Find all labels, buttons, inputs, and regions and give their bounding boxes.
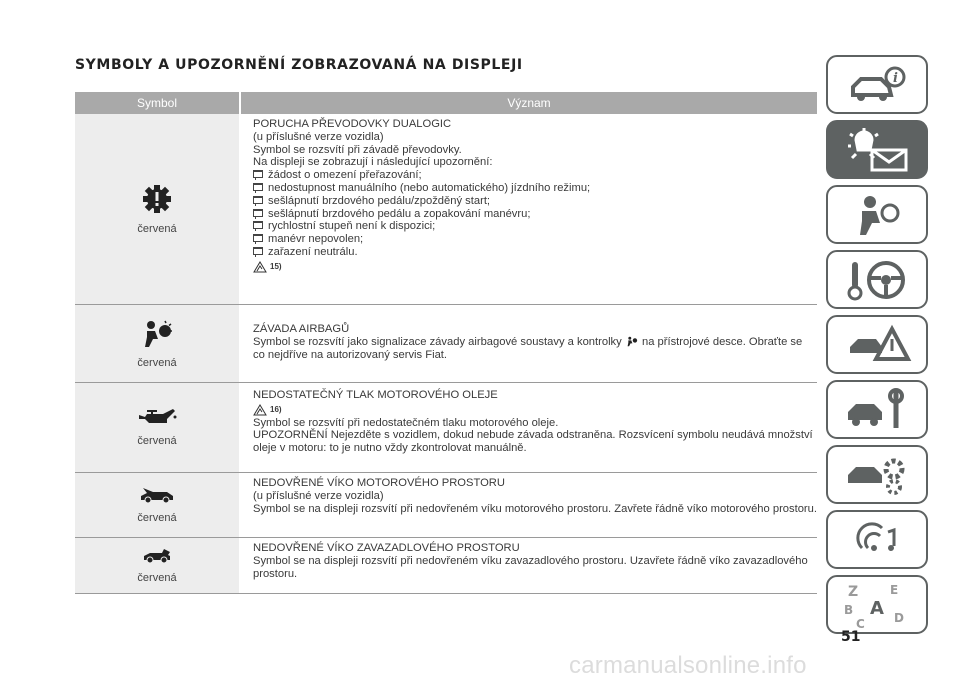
text-line: (u příslušné verze vozidla) — [253, 489, 384, 502]
table-row — [75, 305, 817, 383]
display-icon — [253, 221, 263, 229]
svg-text:E: E — [890, 582, 899, 597]
car-trunk-open-icon — [142, 548, 172, 567]
tab-emergency[interactable] — [826, 315, 928, 374]
chapter-tabs — [826, 55, 930, 640]
display-icon — [253, 247, 263, 255]
list-item-text: manévr nepovolen; — [268, 233, 364, 246]
car-wrench-icon — [842, 388, 912, 432]
symbol-cell — [75, 305, 239, 382]
list-item — [253, 246, 817, 259]
list-item-text: sešlápnutí brzdového pedálu a zopakování manévru; — [268, 207, 531, 220]
hand-warning-icon — [253, 404, 267, 416]
svg-text:B: B — [844, 602, 854, 617]
page-number: 51 — [841, 629, 861, 645]
col-symbol-header: Symbol — [136, 96, 177, 110]
color-label: červená — [137, 434, 177, 447]
text-line: Symbol se na displeji rozsvítí při nedovřeném víku zavazadlového prostoru. Uzavřete řádně víko zavazadlového prostoru. — [253, 554, 808, 580]
footnote-ref[interactable] — [253, 404, 817, 417]
meaning-cell — [239, 538, 817, 593]
list-item — [253, 195, 817, 208]
table-row — [75, 114, 817, 305]
airbag-icon — [141, 319, 173, 352]
warning-light-message-icon — [842, 128, 912, 172]
tab-multimedia[interactable] — [826, 510, 928, 569]
meaning-cell — [239, 305, 817, 382]
svg-text:Z: Z — [848, 583, 859, 600]
meaning-cell — [239, 114, 817, 304]
row-heading: NEDOVŘENÉ VÍKO MOTOROVÉHO PROSTORU — [253, 477, 505, 489]
svg-text:A: A — [870, 597, 884, 619]
gearbox-fault-icon — [141, 183, 173, 218]
text-line: Symbol se rozsvítí při závadě převodovky. — [253, 143, 462, 156]
list-item — [253, 169, 817, 182]
text-line: Symbol se na displeji rozsvítí při nedovřeném víku motorového prostoru. Zavřete řádně víko motorového prostoru. — [253, 502, 817, 515]
row-heading: ZÁVADA AIRBAGŮ — [253, 323, 350, 335]
table-row — [75, 538, 817, 594]
list-item — [253, 220, 817, 233]
footnote-number: 15) — [270, 261, 282, 271]
svg-text:C: C — [856, 616, 865, 630]
display-icon — [253, 209, 263, 217]
key-steering-wheel-icon — [842, 258, 912, 302]
display-icon — [253, 170, 263, 178]
row-heading: NEDOSTATEČNÝ TLAK MOTOROVÉHO OLEJE — [253, 389, 498, 401]
car-info-icon — [847, 65, 907, 105]
hand-warning-icon — [253, 261, 267, 273]
text-fragment: Symbol se rozsvítí jako signalizace závady airbagové soustavy a kontrolky — [253, 335, 622, 348]
alphabet-index-icon — [842, 580, 912, 630]
watermark: carmanualsonline.info — [569, 652, 807, 679]
list-item-text: nedostupnost manuálního (nebo automatického) jízdního režimu; — [268, 181, 591, 194]
symbol-cell — [75, 538, 239, 593]
text-line: Na displeji se zobrazují i následující upozornění: — [253, 156, 493, 169]
color-label: červená — [137, 223, 177, 235]
display-icon — [253, 196, 263, 204]
oil-can-icon — [137, 409, 177, 430]
tab-index[interactable] — [826, 575, 928, 634]
multimedia-icon — [852, 518, 902, 562]
text-line — [253, 336, 817, 362]
tab-car-info[interactable] — [826, 55, 928, 114]
table-row — [75, 383, 817, 473]
list-item — [253, 208, 817, 221]
footnote-number: 16) — [270, 404, 282, 414]
symbol-cell — [75, 114, 239, 304]
svg-text:i: i — [893, 70, 898, 86]
display-icon — [253, 234, 263, 242]
table-row — [75, 473, 817, 538]
col-meaning-header: Význam — [239, 92, 817, 114]
table-header — [75, 92, 817, 114]
car-hood-open-icon — [139, 486, 175, 507]
color-label: červená — [137, 512, 177, 524]
car-gears-icon — [842, 453, 912, 497]
meaning-cell — [239, 383, 817, 472]
symbols-table — [75, 92, 817, 594]
row-heading: NEDOVŘENÉ VÍKO ZAVAZADLOVÉHO PROSTORU — [253, 542, 520, 554]
car-crash-warning-icon — [842, 323, 912, 367]
tab-warning-lights[interactable] — [826, 120, 928, 179]
symbol-cell — [75, 383, 239, 472]
list-item-text: rychlostní stupeň není k dispozici; — [268, 220, 436, 233]
tab-safety[interactable] — [826, 185, 928, 244]
tab-maintenance[interactable] — [826, 380, 928, 439]
list-item-text: žádost o omezení přeřazování; — [268, 169, 422, 182]
list-item — [253, 182, 817, 195]
text-fragment: na přístrojové desce. Obraťte se co nejdříve na autorizovaný servis Fiat. — [253, 335, 803, 361]
footnote-ref[interactable] — [253, 261, 817, 274]
text-line: Symbol se rozsvítí při nedostatečném tlaku motorového oleje. — [253, 416, 559, 429]
color-label: červená — [137, 356, 177, 369]
text-line: UPOZORNĚNÍ Nejezděte s vozidlem, dokud nebude závada odstraněna. Rozsvícení symbolu neudává množství oleje v motoru: to je nutno vždy zkontrolovat manuálně. — [253, 429, 813, 455]
meaning-cell — [239, 473, 817, 537]
symbol-cell — [75, 473, 239, 537]
display-icon — [253, 183, 263, 191]
list-item — [253, 233, 817, 246]
list-item-text: zařazení neutrálu. — [268, 245, 358, 258]
list-item-text: sešlápnutí brzdového pedálu/zpožděný start; — [268, 194, 491, 207]
tab-driving[interactable] — [826, 250, 928, 309]
color-label: červená — [137, 571, 177, 584]
airbag-icon — [625, 336, 639, 347]
row-heading: PORUCHA PŘEVODOVKY DUALOGIC — [253, 118, 452, 130]
page-title: SYMBOLY A UPOZORNĚNÍ ZOBRAZOVANÁ NA DISPLEJI — [75, 57, 523, 73]
seatbelt-airbag-icon — [852, 193, 902, 237]
tab-technical-data[interactable] — [826, 445, 928, 504]
text-line: (u příslušné verze vozidla) — [253, 130, 384, 143]
svg-text:D: D — [894, 610, 904, 625]
